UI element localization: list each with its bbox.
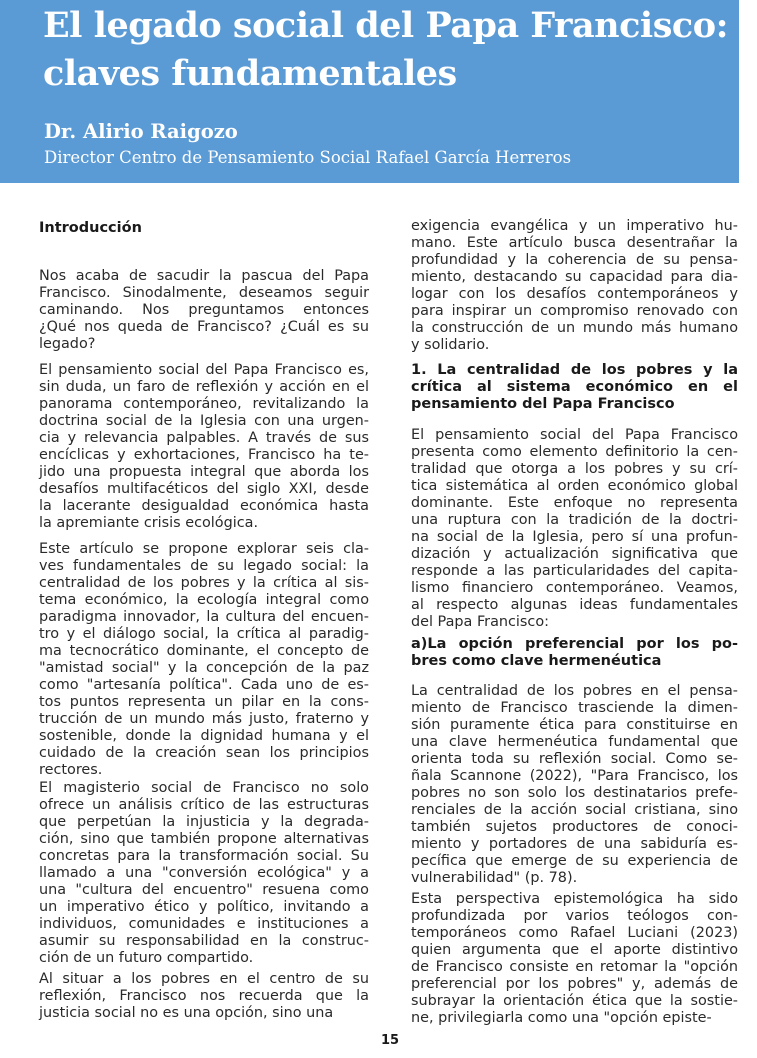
subsection-heading-line: bres como clave hermenéutica	[411, 653, 662, 669]
paragraph-line: orienta toda su reflexión social. Como se-	[411, 751, 738, 767]
paragraph-line: ñala Scannone (2022), "Para Francisco, los	[411, 768, 738, 784]
paragraph-line: individuos, comunidades e instituciones a	[39, 916, 369, 932]
paragraph-line: sin duda, un faro de reflexión y acción en el	[39, 379, 369, 395]
paragraph-line: un imperativo ético y político, invitando a	[39, 899, 369, 915]
paragraph-line: renciales de la acción social cristiana, sino	[411, 802, 738, 818]
paragraph-line: concretas para la transformación social. Su	[39, 848, 369, 864]
paragraph-line: como "artesanía política". Cada uno de es-	[39, 677, 369, 693]
paragraph-line: reflexión, Francisco nos recuerda que la	[39, 988, 369, 1004]
paragraph-line: una ruptura con la tradición de la doctri-	[411, 512, 738, 528]
paragraph-line: jido una propuesta integral que aborda los	[39, 464, 369, 480]
paragraph-line: preferencial por los pobres" y, además de	[411, 976, 738, 992]
paragraph-line: El pensamiento social del Papa Francisco es,	[39, 362, 369, 378]
paragraph-line: que perpetúan la injusticia y la degrada-	[39, 814, 369, 830]
paragraph-line: sión puramente ética para constituirse en	[411, 717, 738, 733]
paragraph-line: ne, privilegiarla como una "opción episte-	[411, 1010, 712, 1026]
paragraph-line: y solidario.	[411, 337, 490, 353]
section-heading-line: pensamiento del Papa Francisco	[411, 396, 675, 412]
paragraph-line: trucción de un mundo más justo, fraterno y	[39, 711, 369, 727]
subsection-heading-line: a)La opción preferencial por los po-	[411, 636, 738, 652]
paragraph-line: mano. Este artículo busca desentrañar la	[411, 235, 738, 251]
paragraph-line: quien argumenta que el aporte distintivo	[411, 942, 738, 958]
paragraph-line: la lacerante desigualdad económica hasta	[39, 498, 369, 514]
paragraph-line: ¿Qué nos queda de Francisco? ¿Cuál es su	[39, 319, 369, 335]
paragraph-line: miento, destacando su capacidad para dia-	[411, 269, 738, 285]
paragraph-line: El magisterio social de Francisco no solo	[39, 780, 369, 796]
paragraph-line: lismo financiero contemporáneo. Veamos,	[411, 580, 738, 596]
paragraph-line: El pensamiento social del Papa Francisco	[411, 427, 738, 443]
paragraph-line: tema económico, la ecología integral como	[39, 592, 369, 608]
paragraph-line: al respecto algunas ideas fundamentales	[411, 597, 738, 613]
paragraph-line: caminando. Nos preguntamos entonces	[39, 302, 369, 318]
paragraph-line: pobres no son solo los destinatarios prefe-	[411, 785, 738, 801]
paragraph-line: Nos acaba de sacudir la pascua del Papa	[39, 268, 369, 284]
paragraph-line: profundidad y la coherencia de su pensa-	[411, 252, 738, 268]
paragraph-line: justicia social no es una opción, sino una	[39, 1005, 334, 1021]
paragraph-line: tica sistemática al orden económico global	[411, 478, 738, 494]
paragraph-line: profundizada por varios teólogos con-	[411, 908, 738, 924]
paragraph-line: presenta como elemento definitorio la cen-	[411, 444, 738, 460]
paragraph-line: para inspirar un compromiso renovado con	[411, 303, 738, 319]
paragraph-line: paradigma innovador, la cultura del encuen-	[39, 609, 369, 625]
paragraph-line: miento y portadores de una sabiduría es-	[411, 836, 738, 852]
article-title	[43, 2, 733, 98]
paragraph-line: también sujetos productores de conoci-	[411, 819, 738, 835]
paragraph-line: cuidado de la creación sean los principios	[39, 745, 369, 761]
title-line: El legado social del Papa Francisco:	[43, 5, 728, 46]
paragraph-line: legado?	[39, 336, 96, 352]
paragraph-line: sostenible, donde la dignidad humana y el	[39, 728, 369, 744]
paragraph-line: dización y actualización significativa que	[411, 546, 738, 562]
intro-heading-line: Introducción	[39, 220, 142, 236]
section-heading-line: crítica al sistema económico en el	[411, 379, 738, 395]
paragraph-line: exigencia evangélica y un imperativo hu-	[411, 218, 738, 234]
header-banner	[0, 0, 739, 183]
paragraph-line: La centralidad de los pobres en el pensa-	[411, 683, 738, 699]
page-number: 15	[380, 1033, 400, 1048]
paragraph-line: dominante. Este enfoque no representa	[411, 495, 738, 511]
section-heading-line: 1. La centralidad de los pobres y la	[411, 362, 738, 378]
paragraph-line: asumir su responsabilidad en la construc-	[39, 933, 369, 949]
paragraph-line: "amistad social" y la concepción de la paz	[39, 660, 369, 676]
paragraph-line: responde a las particularidades del capita-	[411, 563, 738, 579]
author-name: Dr. Alirio Raigozo	[44, 120, 238, 143]
paragraph-line: pecífica que emerge de su experiencia de	[411, 853, 738, 869]
paragraph-line: una clave hermenéutica fundamental que	[411, 734, 738, 750]
paragraph-line: la construcción de un mundo más humano	[411, 320, 738, 336]
paragraph-line: llamado a una "conversión ecológica" y a	[39, 865, 369, 881]
author-role: Director Centro de Pensamiento Social Rafael García Herreros	[44, 148, 572, 167]
paragraph-line: ción de un futuro compartido.	[39, 950, 254, 966]
paragraph-line: Esta perspectiva epistemológica ha sido	[411, 891, 738, 907]
paragraph-line: ma tecnocrático dominante, el concepto de	[39, 643, 369, 659]
paragraph-line: encíclicas y exhortaciones, Francisco ha te-	[39, 447, 369, 463]
paragraph-line: Al situar a los pobres en el centro de su	[39, 971, 369, 987]
paragraph-line: Este artículo se propone explorar seis cla-	[39, 541, 369, 557]
paragraph-line: del Papa Francisco:	[411, 614, 549, 630]
paragraph-line: una "cultura del encuentro" resuena como	[39, 882, 369, 898]
paragraph-line: temporáneos como Rafael Luciani (2023)	[411, 925, 738, 941]
paragraph-line: na social de la Iglesia, pero sí una profun-	[411, 529, 738, 545]
paragraph-line: la apremiante crisis ecológica.	[39, 515, 259, 531]
paragraph-line: tro y el diálogo social, la crítica al paradig-	[39, 626, 369, 642]
paragraph-line: miento de Francisco trasciende la dimen-	[411, 700, 738, 716]
paragraph-line: Francisco. Sinodalmente, deseamos seguir	[39, 285, 369, 301]
paragraph-line: ción, sino que también propone alternativas	[39, 831, 369, 847]
paragraph-line: ves fundamentales de su legado social: la	[39, 558, 369, 574]
title-line: claves fundamentales	[43, 53, 457, 94]
paragraph-line: rectores.	[39, 762, 103, 778]
paragraph-line: de Francisco consiste en retomar la "opción	[411, 959, 738, 975]
paragraph-line: doctrina social de la Iglesia con una urgen-	[39, 413, 369, 429]
paragraph-line: desafíos multifacéticos del siglo XXI, desde	[39, 481, 369, 497]
paragraph-line: vulnerabilidad" (p. 78).	[411, 870, 578, 886]
paragraph-line: centralidad de los pobres y la crítica al sis-	[39, 575, 369, 591]
paragraph-line: tralidad que otorga a los pobres y su crí-	[411, 461, 738, 477]
paragraph-line: logar con los desafíos contemporáneos y	[411, 286, 738, 302]
paragraph-line: panorama contemporáneo, revitalizando la	[39, 396, 369, 412]
paragraph-line: cia y relevancia palpables. A través de sus	[39, 430, 369, 446]
paragraph-line: tos puntos representa un pilar en la cons-	[39, 694, 369, 710]
paragraph-line: ofrece un análisis crítico de las estructuras	[39, 797, 369, 813]
paragraph-line: subrayar la orientación ética que la sostie-	[411, 993, 738, 1009]
